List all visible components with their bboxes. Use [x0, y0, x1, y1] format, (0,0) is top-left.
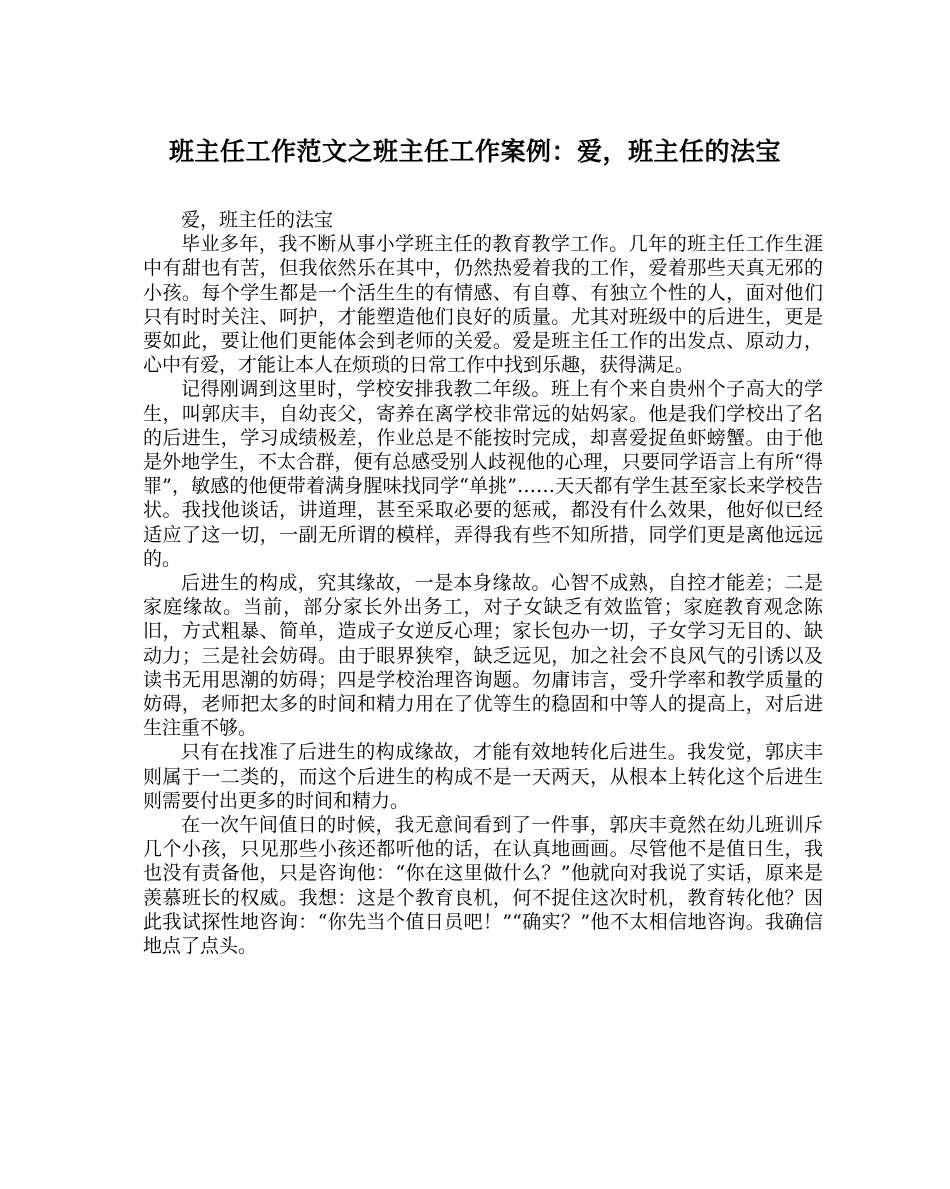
paragraph: 在一次午间值日的时候，我无意间看到了一件事，郭庆丰竟然在幼儿班训斥几个小孩，只见那些小孩还都听他的话，在认真地画画。尽管他不是值日生，我也没有责备他，只是咨询他：“你在这里做什么？”他就向对我说了实话，原来是羡慕班长的权威。我想：这是个教育良机，何不捉住这次时机，教育转化他？因此我试探性地咨询：“你先当个值日员吧！”“确实？”他不太相信地咨询。我确信地点了点头。 — [143, 814, 823, 958]
paragraph: 记得刚调到这里时，学校安排我教二年级。班上有个来自贵州个子高大的学生，叫郭庆丰，自幼丧父，寄养在离学校非常远的姑妈家。他是我们学校出了名的后进生，学习成绩极差，作业总是不能按时完成，却喜爱捉鱼虾螃蟹。由于他是外地学生，不太合群，便有总感受别人歧视他的心理，只要同学语言上有所“得罪”，敏感的他便带着满身腥味找同学“单挑”……天天都有学生甚至家长来学校告状。我找他谈话，讲道理，甚至采取必要的惩戒，都没有什么效果，他好似已经适应了这一切，一副无所谓的模样，弄得我有些不知所措，同学们更是离他远远的。 — [143, 378, 823, 570]
paragraph: 后进生的构成，究其缘故，一是本身缘故。心智不成熟，自控才能差；二是家庭缘故。当前，部分家长外出务工，对子女缺乏有效监管；家庭教育观念陈旧，方式粗暴、简单，造成子女逆反心理；家长包办一切，子女学习无目的、缺动力；三是社会妨碍。由于眼界狭窄，缺乏远见，加之社会不良风气的引诱以及读书无用思潮的妨碍；四是学校治理咨询题。勿庸讳言，受升学率和教学质量的妨碍，老师把太多的时间和精力用在了优等生的稳固和中等人的提高上，对后进生注重不够。 — [143, 572, 823, 740]
document-title: 班主任工作范文之班主任工作案例：爱，班主任的法宝 — [168, 137, 781, 166]
paragraph-subtitle: 爱，班主任的法宝 — [181, 209, 334, 231]
document-body — [143, 208, 823, 958]
paragraph: 只有在找准了后进生的构成缘故，才能有效地转化后进生。我发觉，郭庆丰则属于一二类的，而这个后进生的构成不是一天两天，从根本上转化这个后进生则需要付出更多的时间和精力。 — [143, 741, 823, 812]
paragraph: 毕业多年，我不断从事小学班主任的教育教学工作。几年的班主任工作生涯中有甜也有苦，但我依然乐在其中，仍然热爱着我的工作，爱着那些天真无邪的小孩。每个学生都是一个活生生的有情感、有自尊、有独立个性的人，面对他们只有时时关注、呵护，才能塑造他们良好的质量。尤其对班级中的后进生，更是要如此，要让他们更能体会到老师的关爱。爱是班主任工作的出发点、原动力，心中有爱，才能让本人在烦琐的日常工作中找到乐趣，获得满足。 — [143, 233, 823, 377]
